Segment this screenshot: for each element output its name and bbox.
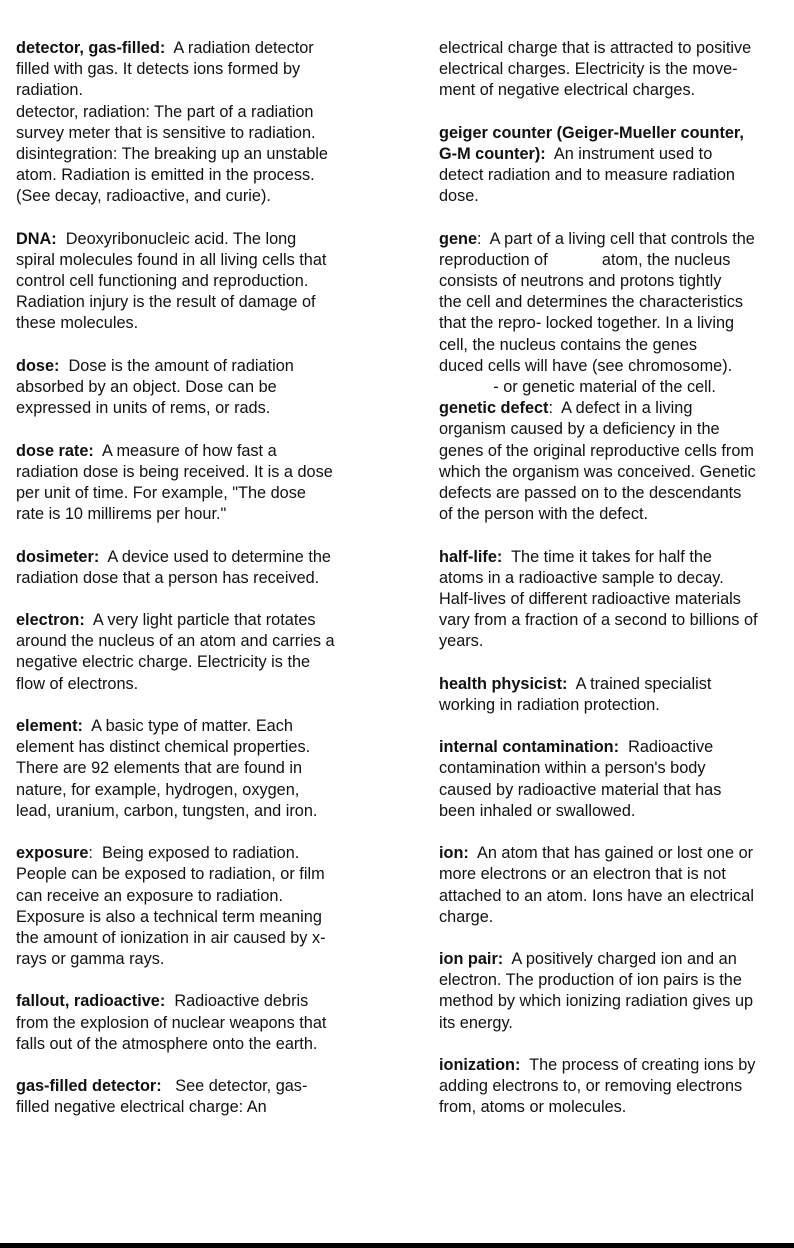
entry-line <box>439 674 794 695</box>
entry-line <box>439 250 794 271</box>
glossary-entry <box>16 229 390 335</box>
entry-line <box>439 610 794 631</box>
glossary-entry <box>439 38 794 102</box>
entry-text: of the person with the defect. <box>439 505 649 524</box>
entry-text: cell, the nucleus contains the genes <box>439 335 697 354</box>
entry-text: nature, for example, hydrogen, oxygen, <box>16 780 300 799</box>
entry-text: Dose is the amount of radiation <box>59 356 294 375</box>
entry-text: dose. <box>439 187 479 206</box>
entry-term: fallout, radioactive: <box>16 992 166 1011</box>
entry-text: atom. Radiation is emitted in the process. <box>16 166 315 185</box>
entry-line <box>16 38 390 59</box>
entry-line <box>16 462 390 483</box>
entry-text: from the explosion of nuclear weapons that <box>16 1013 327 1032</box>
entry-term: exposure <box>16 844 89 863</box>
glossary-entry <box>16 441 390 526</box>
entry-text: absorbed by an object. Dose can be <box>16 378 277 396</box>
entry-line <box>439 271 794 292</box>
entry-line <box>16 398 390 419</box>
entry-text: organism caused by a deficiency in the <box>439 420 720 439</box>
entry-line <box>439 419 794 440</box>
glossary-entry <box>439 674 794 716</box>
entry-line <box>439 441 794 462</box>
entry-text: these molecules. <box>16 314 139 333</box>
entry-term: dose rate: <box>16 441 94 460</box>
entry-text: - or genetic material of the cell. <box>439 378 716 396</box>
entry-text: rays or gamma rays. <box>16 950 165 969</box>
entry-text: electron. The production of ion pairs is the <box>439 971 742 990</box>
glossary-left-column <box>16 38 390 1140</box>
entry-line <box>16 737 390 758</box>
entry-line <box>16 949 390 970</box>
entry-line <box>16 144 390 165</box>
entry-text: lead, uranium, carbon, tungsten, and iron. <box>16 801 318 820</box>
entry-line <box>16 504 390 525</box>
entry-line <box>16 652 390 673</box>
entry-line <box>16 271 390 292</box>
entry-text: vary from a fraction of a second to billions of <box>439 611 758 630</box>
entry-line <box>439 165 794 186</box>
glossary-entry <box>439 1055 794 1119</box>
glossary-entry <box>439 123 794 208</box>
entry-text: consists of neutrons and protons tightly <box>439 272 722 291</box>
page-bottom-rule <box>0 1243 794 1248</box>
entry-text: A radiation detector <box>165 39 314 57</box>
entry-term: ion pair: <box>439 950 504 969</box>
entry-line <box>439 123 794 144</box>
entry-line <box>16 102 390 123</box>
entry-term: genetic defect <box>439 399 549 418</box>
entry-text: : A defect in a living <box>548 399 693 418</box>
entry-text: radiation dose that a person has received. <box>16 568 320 587</box>
entry-text: disintegration: The breaking up an unstable <box>16 144 328 163</box>
entry-text: caused by radioactive material that has <box>439 780 722 799</box>
glossary-entry <box>16 356 390 420</box>
entry-text: attached to an atom. Ions have an electrical <box>439 886 754 905</box>
entry-line <box>439 1076 794 1097</box>
entry-line <box>439 843 794 864</box>
entry-text: Radiation injury is the result of damage of <box>16 293 316 312</box>
entry-text: contamination within a person's body <box>439 759 706 778</box>
glossary-entry <box>16 991 390 1055</box>
entry-text: A basic type of matter. Each <box>82 717 293 735</box>
entry-text: People can be exposed to radiation, or film <box>16 865 325 884</box>
entry-line <box>439 229 794 250</box>
entry-line <box>16 568 390 589</box>
entry-line <box>439 547 794 568</box>
entry-text: around the nucleus of an atom and carries a <box>16 632 335 651</box>
entry-line <box>439 737 794 758</box>
entry-text: flow of electrons. <box>16 674 139 693</box>
entry-text: genes of the original reproductive cells from <box>439 441 754 460</box>
entry-line <box>16 928 390 949</box>
entry-text: An atom that has gained or lost one or <box>468 844 754 863</box>
entry-text: the cell and determines the characteristics <box>439 293 744 312</box>
entry-term: gene <box>439 229 478 248</box>
entry-line <box>16 313 390 334</box>
entry-text: There are 92 elements that are found in <box>16 759 303 778</box>
entry-line <box>16 441 390 462</box>
entry-text: A measure of how fast a <box>93 441 277 460</box>
entry-line <box>16 80 390 101</box>
entry-line <box>439 758 794 779</box>
entry-line <box>16 483 390 504</box>
entry-line <box>439 1055 794 1076</box>
entry-text: detector, radiation: The part of a radiation <box>16 102 314 121</box>
entry-line <box>16 1097 390 1118</box>
entry-text: rate is 10 millirems per hour." <box>16 505 227 524</box>
entry-text: survey meter that is sensitive to radiation. <box>16 123 316 142</box>
entry-text: Radioactive debris <box>165 992 309 1011</box>
glossary-entry <box>439 229 794 526</box>
entry-line <box>16 1076 390 1097</box>
entry-term: ion: <box>439 844 469 863</box>
entry-line <box>439 864 794 885</box>
entry-text: defects are passed on to the descendants <box>439 483 742 502</box>
entry-term: ionization: <box>439 1056 521 1074</box>
entry-term: dose: <box>16 356 60 375</box>
entry-term: half-life: <box>439 547 503 566</box>
entry-text: method by which ionizing radiation gives up <box>439 992 754 1011</box>
glossary-entry <box>16 843 390 970</box>
entry-term: internal contamination: <box>439 738 620 757</box>
entry-line <box>16 123 390 144</box>
entry-text: The time it takes for half the <box>502 547 712 566</box>
entry-line <box>16 250 390 271</box>
glossary-entry <box>439 737 794 822</box>
entry-text: its energy. <box>439 1013 513 1032</box>
entry-line <box>439 335 794 356</box>
entry-text: detect radiation and to measure radiation <box>439 166 735 185</box>
entry-text: filled with gas. It detects ions formed by <box>16 60 301 79</box>
entry-line <box>439 886 794 907</box>
entry-text: Deoxyribonucleic acid. The long <box>56 229 297 248</box>
entry-line <box>16 292 390 313</box>
entry-line <box>16 229 390 250</box>
entry-text: that the repro- locked together. In a living <box>439 314 735 333</box>
entry-line <box>439 292 794 313</box>
entry-text: been inhaled or swallowed. <box>439 801 636 820</box>
entry-text: A trained specialist <box>567 674 712 693</box>
entry-text: control cell functioning and reproduction. <box>16 272 309 291</box>
entry-text: element has distinct chemical properties. <box>16 738 311 757</box>
entry-term: DNA: <box>16 229 57 248</box>
glossary-entry <box>16 38 390 208</box>
entry-line <box>439 80 794 101</box>
entry-line <box>16 758 390 779</box>
entry-line <box>16 1034 390 1055</box>
entry-line <box>439 186 794 207</box>
entry-line <box>16 991 390 1012</box>
entry-line <box>16 547 390 568</box>
entry-text: An instrument used to <box>545 144 713 163</box>
entry-term: health physicist: <box>439 674 568 693</box>
entry-text: years. <box>439 632 484 651</box>
entry-text: Radioactive <box>619 738 714 757</box>
entry-line <box>16 186 390 207</box>
entry-term: G-M counter): <box>439 144 546 163</box>
entry-text: A very light particle that rotates <box>84 611 316 630</box>
entry-line <box>439 991 794 1012</box>
entry-line <box>16 165 390 186</box>
entry-text: : Being exposed to radiation. <box>88 844 300 863</box>
entry-line <box>439 462 794 483</box>
entry-line <box>439 907 794 928</box>
entry-line <box>16 886 390 907</box>
entry-text: more electrons or an electron that is not <box>439 865 726 884</box>
entry-term: geiger counter (Geiger-Mueller counter, <box>439 123 744 142</box>
entry-line <box>439 1097 794 1118</box>
entry-line <box>439 589 794 610</box>
entry-text: electrical charge that is attracted to positive <box>439 39 752 57</box>
entry-text: A device used to determine the <box>99 547 331 566</box>
entry-line <box>16 59 390 80</box>
entry-text: The process of creating ions by <box>520 1056 756 1074</box>
entry-line <box>16 356 390 377</box>
entry-term: detector, gas-filled: <box>16 39 166 57</box>
entry-line <box>439 695 794 716</box>
entry-line <box>439 568 794 589</box>
entry-line <box>439 356 794 377</box>
entry-text: from, atoms or molecules. <box>439 1098 627 1117</box>
entry-line <box>16 1013 390 1034</box>
entry-line <box>439 377 794 398</box>
entry-line <box>439 313 794 334</box>
glossary-right-column <box>439 38 794 1140</box>
glossary-entry <box>16 610 390 695</box>
entry-text: per unit of time. For example, "The dose <box>16 483 306 502</box>
glossary-entry <box>16 716 390 822</box>
entry-line <box>16 674 390 695</box>
entry-text: Exposure is also a technical term meaning <box>16 907 322 926</box>
entry-text: spiral molecules found in all living cells that <box>16 250 327 269</box>
entry-term: gas-filled detector: <box>16 1077 162 1096</box>
entry-line <box>16 801 390 822</box>
entry-text: falls out of the atmosphere onto the earth. <box>16 1034 318 1053</box>
entry-line <box>16 610 390 631</box>
entry-term: dosimeter: <box>16 547 100 566</box>
entry-line <box>439 38 794 59</box>
entry-text: expressed in units of rems, or rads. <box>16 399 271 418</box>
entry-line <box>16 843 390 864</box>
entry-line <box>439 144 794 165</box>
glossary-entry <box>16 547 390 589</box>
entry-text: : A part of a living cell that controls the <box>477 229 755 248</box>
entry-text: A positively charged ion and an <box>503 950 737 969</box>
entry-text: the amount of ionization in air caused by x- <box>16 928 326 947</box>
entry-text: reproduction of atom, the nucleus <box>439 250 731 269</box>
entry-line <box>16 631 390 652</box>
entry-text: charge. <box>439 907 494 926</box>
entry-line <box>439 949 794 970</box>
entry-line <box>16 716 390 737</box>
entry-text: See detector, gas- <box>161 1077 308 1096</box>
glossary-entry <box>439 547 794 653</box>
entry-line <box>439 631 794 652</box>
entry-text: radiation. <box>16 81 83 100</box>
entry-line <box>16 864 390 885</box>
entry-line <box>439 970 794 991</box>
glossary-entry <box>439 949 794 1034</box>
entry-text: radiation dose is being received. It is a dose <box>16 462 333 481</box>
entry-text: working in radiation protection. <box>439 695 660 714</box>
entry-text: electrical charges. Electricity is the move- <box>439 60 738 79</box>
entry-line <box>439 780 794 801</box>
entry-line <box>16 780 390 801</box>
glossary-entry <box>16 1076 390 1118</box>
entry-text: negative electric charge. Electricity is the <box>16 653 311 672</box>
entry-text: adding electrons to, or removing electrons <box>439 1077 743 1096</box>
entry-line <box>439 801 794 822</box>
entry-text: filled negative electrical charge: An <box>16 1098 267 1117</box>
entry-term: electron: <box>16 611 85 630</box>
entry-text: which the organism was conceived. Genetic <box>439 462 756 481</box>
entry-text: duced cells will have (see chromosome). <box>439 356 733 375</box>
entry-line <box>439 1013 794 1034</box>
entry-line <box>439 398 794 419</box>
entry-term: element: <box>16 717 83 735</box>
entry-line <box>439 504 794 525</box>
entry-text: Half-lives of different radioactive materials <box>439 589 741 608</box>
glossary-entry <box>439 843 794 928</box>
entry-line <box>16 907 390 928</box>
entry-line <box>16 377 390 398</box>
entry-line <box>439 483 794 504</box>
entry-text: (See decay, radioactive, and curie). <box>16 187 271 206</box>
entry-text: atoms in a radioactive sample to decay. <box>439 568 724 587</box>
entry-text: can receive an exposure to radiation. <box>16 886 283 905</box>
entry-text: ment of negative electrical charges. <box>439 81 696 100</box>
entry-line <box>439 59 794 80</box>
